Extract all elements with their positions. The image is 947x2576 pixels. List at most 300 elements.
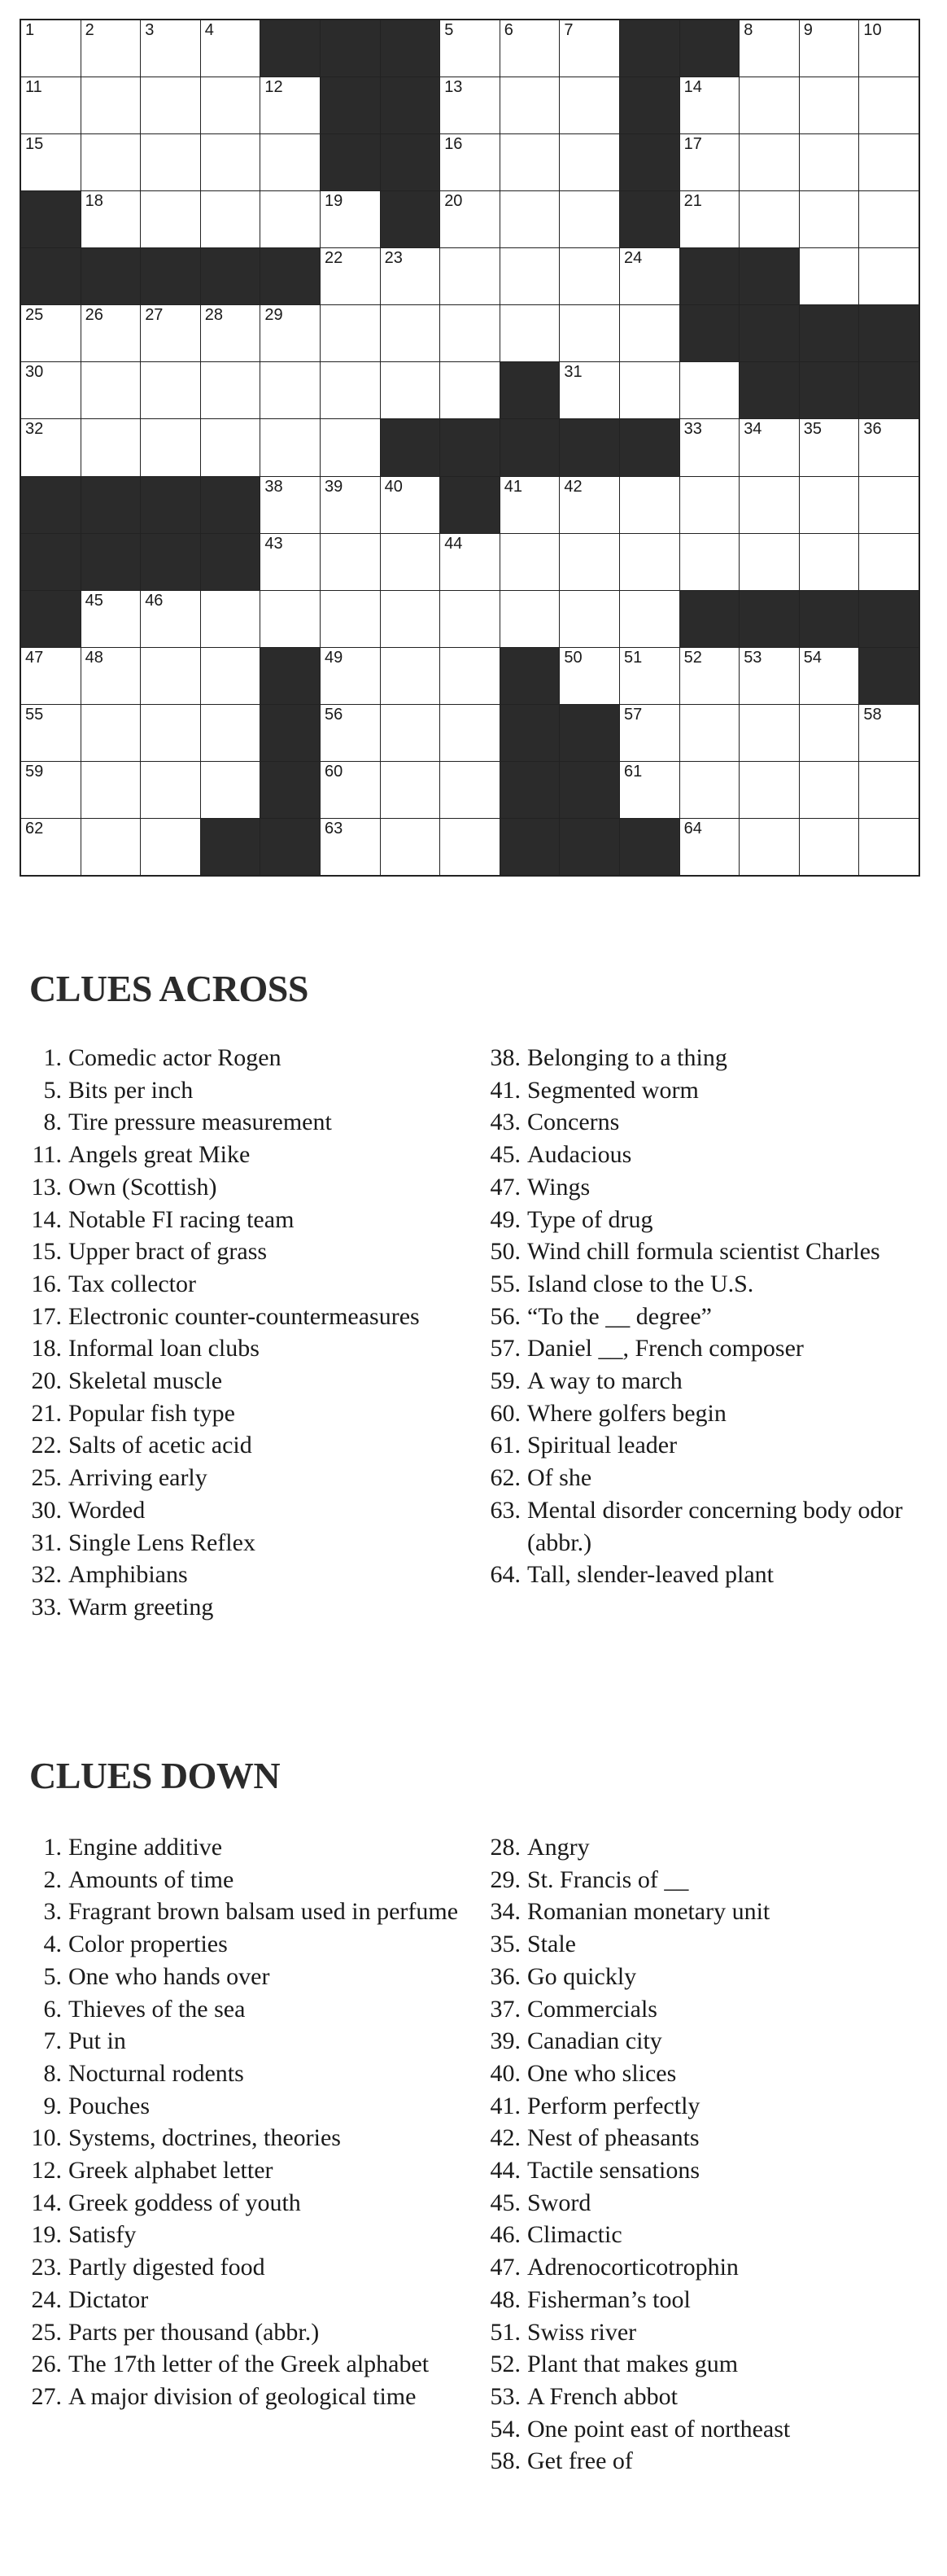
cell-number: 49 [324, 648, 343, 667]
cell-number: 61 [623, 762, 643, 781]
clue-text: Upper bract of grass [68, 1238, 268, 1266]
across-clue [29, 1268, 469, 1301]
cell-number: 5 [444, 21, 454, 39]
cell-number: 27 [145, 306, 164, 325]
grid-cell[interactable] [800, 762, 859, 818]
across-clue [488, 1204, 927, 1236]
cell-number: 33 [683, 420, 702, 439]
grid-cell[interactable] [81, 77, 141, 133]
grid-cell[interactable] [201, 762, 260, 818]
grid-cell[interactable] [560, 134, 619, 190]
grid-cell[interactable] [440, 77, 500, 133]
clue-number: 47. [490, 2254, 521, 2281]
cell-number: 25 [25, 306, 44, 325]
black-square [620, 419, 679, 475]
grid-cell[interactable] [740, 20, 799, 77]
cell-number: 35 [803, 420, 823, 439]
clue-text: Parts per thousand (abbr.) [68, 2318, 320, 2346]
clue-text: Engine additive [68, 1834, 223, 1861]
grid-cell[interactable] [440, 248, 500, 304]
black-square [680, 305, 740, 361]
black-square [201, 534, 260, 590]
grid-cell[interactable] [141, 705, 200, 761]
clue-number: 55. [490, 1270, 521, 1297]
grid-cell[interactable] [440, 534, 500, 590]
black-square [260, 762, 320, 818]
grid-cell[interactable] [859, 77, 919, 133]
grid-cell[interactable] [321, 419, 380, 475]
grid-cell[interactable] [740, 77, 799, 133]
grid-cell[interactable] [859, 20, 919, 77]
down-heading: CLUES DOWN [29, 1755, 281, 1796]
across-clue [29, 1139, 469, 1171]
grid-cell[interactable] [141, 591, 200, 647]
grid-cell[interactable] [321, 648, 380, 704]
grid-cell[interactable] [381, 705, 440, 761]
grid-cell[interactable] [440, 762, 500, 818]
across-clue [29, 1171, 469, 1204]
black-square [260, 20, 320, 77]
grid-cell[interactable] [859, 477, 919, 533]
grid-cell[interactable] [680, 705, 740, 761]
clue-number: 36. [490, 1962, 521, 1990]
clue-number: 62. [490, 1464, 521, 1492]
black-square [201, 477, 260, 533]
grid-cell[interactable] [381, 248, 440, 304]
grid-cell[interactable] [859, 248, 919, 304]
clue-text: Color properties [68, 1931, 228, 1958]
grid-cell[interactable] [321, 762, 380, 818]
grid-cell[interactable] [740, 134, 799, 190]
grid-cell[interactable] [260, 77, 320, 133]
across-clue [488, 1494, 927, 1559]
grid-cell[interactable] [800, 419, 859, 475]
grid-cell[interactable] [141, 134, 200, 190]
down-clue [29, 1864, 469, 1896]
across-clue [488, 1429, 927, 1462]
clue-text: Thieves of the sea [68, 1995, 246, 2023]
grid-cell[interactable] [21, 419, 81, 475]
grid-cell[interactable] [500, 477, 560, 533]
grid-cell[interactable] [321, 248, 380, 304]
clue-text: Stale [527, 1931, 576, 1958]
clue-number: 5. [43, 1962, 62, 1990]
clue-number: 37. [490, 1995, 521, 2023]
grid-cell[interactable] [500, 305, 560, 361]
down-clue [488, 2122, 927, 2154]
clue-text: Audacious [527, 1141, 632, 1169]
grid-cell[interactable] [321, 534, 380, 590]
clue-number: 3. [43, 1898, 62, 1926]
black-square [260, 248, 320, 304]
black-square [500, 419, 560, 475]
cell-number: 58 [863, 705, 882, 724]
grid-cell[interactable] [440, 648, 500, 704]
cell-number: 44 [444, 534, 463, 553]
grid-cell[interactable] [800, 134, 859, 190]
grid-cell[interactable] [740, 419, 799, 475]
cell-number: 43 [264, 534, 283, 553]
grid-cell[interactable] [859, 419, 919, 475]
clue-text: Amounts of time [68, 1865, 234, 1893]
grid-cell[interactable] [560, 20, 619, 77]
grid-cell[interactable] [620, 705, 679, 761]
grid-cell[interactable] [859, 819, 919, 875]
grid-cell[interactable] [260, 591, 320, 647]
grid-cell[interactable] [800, 705, 859, 761]
cell-number: 20 [444, 192, 463, 211]
grid-cell[interactable] [81, 362, 141, 418]
grid-cell[interactable] [859, 534, 919, 590]
clue-text: Warm greeting [68, 1593, 214, 1620]
grid-cell[interactable] [680, 362, 740, 418]
grid-cell[interactable] [859, 762, 919, 818]
black-square [620, 819, 679, 875]
grid-cell[interactable] [440, 705, 500, 761]
grid-cell[interactable] [260, 134, 320, 190]
black-square [560, 419, 619, 475]
grid-cell[interactable] [321, 705, 380, 761]
grid-cell[interactable] [381, 305, 440, 361]
across-clue [29, 1332, 469, 1365]
down-clue [29, 2187, 469, 2220]
grid-cell[interactable] [680, 419, 740, 475]
grid-cell[interactable] [260, 305, 320, 361]
cell-number: 32 [25, 420, 44, 439]
grid-cell[interactable] [560, 362, 619, 418]
grid-cell[interactable] [560, 77, 619, 133]
black-square [800, 591, 859, 647]
across-clue [488, 1332, 927, 1365]
clue-number: 35. [490, 1931, 521, 1958]
grid-cell[interactable] [381, 534, 440, 590]
clue-text: Climactic [527, 2221, 622, 2249]
grid-cell[interactable] [620, 534, 679, 590]
grid-cell[interactable] [740, 705, 799, 761]
clue-text: Mental disorder concerning body odor (abbr.) [527, 1496, 903, 1556]
clue-number: 42. [490, 2124, 521, 2152]
cell-number: 18 [85, 192, 103, 211]
grid-cell[interactable] [81, 20, 141, 77]
clue-number: 39. [490, 2027, 521, 2055]
grid-cell[interactable] [740, 648, 799, 704]
grid-cell[interactable] [800, 248, 859, 304]
grid-cell[interactable] [260, 477, 320, 533]
grid-cell[interactable] [201, 591, 260, 647]
grid-cell[interactable] [800, 191, 859, 247]
grid-cell[interactable] [260, 534, 320, 590]
crossword-grid [20, 19, 920, 877]
grid-cell[interactable] [740, 819, 799, 875]
down-clues-col2 [488, 1831, 927, 2478]
grid-cell[interactable] [21, 134, 81, 190]
clue-text: Sword [527, 2189, 591, 2216]
cell-number: 21 [683, 192, 702, 211]
grid-cell[interactable] [81, 134, 141, 190]
clue-text: Arriving early [68, 1464, 207, 1492]
cell-number: 23 [384, 249, 403, 268]
clue-number: 54. [490, 2415, 521, 2443]
grid-cell[interactable] [800, 77, 859, 133]
cell-number: 29 [264, 306, 283, 325]
grid-cell[interactable] [440, 362, 500, 418]
clue-number: 13. [31, 1173, 62, 1201]
clue-number: 21. [31, 1399, 62, 1427]
down-clue [29, 1993, 469, 2026]
grid-cell[interactable] [81, 705, 141, 761]
grid-cell[interactable] [141, 819, 200, 875]
grid-cell[interactable] [141, 77, 200, 133]
grid-cell[interactable] [201, 77, 260, 133]
clue-text: Fisherman’s tool [527, 2285, 691, 2313]
black-square [201, 819, 260, 875]
grid-cell[interactable] [21, 648, 81, 704]
clue-text: Electronic counter-countermeasures [68, 1302, 420, 1330]
grid-cell[interactable] [560, 248, 619, 304]
clue-text: Satisfy [68, 2221, 137, 2249]
cell-number: 2 [85, 21, 94, 39]
clue-number: 49. [490, 1205, 521, 1233]
clue-text: Single Lens Reflex [68, 1529, 255, 1556]
grid-cell[interactable] [260, 362, 320, 418]
grid-cell[interactable] [260, 419, 320, 475]
down-clue [488, 2025, 927, 2058]
grid-cell[interactable] [321, 305, 380, 361]
grid-cell[interactable] [560, 591, 619, 647]
grid-cell[interactable] [800, 534, 859, 590]
grid-cell[interactable] [440, 134, 500, 190]
grid-cell[interactable] [321, 477, 380, 533]
cell-number: 17 [683, 135, 702, 154]
black-square [141, 477, 200, 533]
across-heading: CLUES ACROSS [29, 968, 308, 1009]
cell-number: 13 [444, 78, 463, 97]
grid-cell[interactable] [560, 191, 619, 247]
grid-cell[interactable] [321, 819, 380, 875]
grid-cell[interactable] [321, 591, 380, 647]
clue-number: 44. [490, 2157, 521, 2185]
grid-cell[interactable] [800, 20, 859, 77]
grid-cell[interactable] [141, 419, 200, 475]
down-clue [29, 2381, 469, 2413]
clue-text: Put in [68, 2027, 126, 2055]
grid-cell[interactable] [440, 819, 500, 875]
grid-cell[interactable] [440, 191, 500, 247]
grid-cell[interactable] [620, 591, 679, 647]
grid-cell[interactable] [381, 648, 440, 704]
clue-number: 45. [490, 1141, 521, 1169]
clue-text: St. Francis of __ [527, 1865, 689, 1893]
grid-cell[interactable] [201, 20, 260, 77]
grid-cell[interactable] [321, 362, 380, 418]
grid-cell[interactable] [81, 819, 141, 875]
down-clue [29, 2251, 469, 2284]
clue-number: 51. [490, 2318, 521, 2346]
clue-number: 9. [43, 2092, 62, 2119]
clue-number: 8. [43, 1109, 62, 1136]
clue-text: Spiritual leader [527, 1432, 678, 1459]
clue-text: Popular fish type [68, 1399, 235, 1427]
grid-cell[interactable] [500, 591, 560, 647]
grid-cell[interactable] [141, 648, 200, 704]
grid-cell[interactable] [620, 648, 679, 704]
grid-cell[interactable] [141, 20, 200, 77]
black-square [81, 248, 141, 304]
grid-cell[interactable] [800, 648, 859, 704]
black-square [141, 248, 200, 304]
grid-cell[interactable] [81, 305, 141, 361]
black-square [81, 477, 141, 533]
grid-cell[interactable] [260, 191, 320, 247]
cell-number: 12 [264, 78, 283, 97]
grid-cell[interactable] [680, 191, 740, 247]
black-square [620, 191, 679, 247]
clue-text: Belonging to a thing [527, 1044, 727, 1071]
cell-number: 30 [25, 363, 44, 382]
clue-text: Partly digested food [68, 2254, 265, 2281]
grid-cell[interactable] [680, 648, 740, 704]
down-clue [29, 1928, 469, 1961]
across-clue [29, 1429, 469, 1462]
grid-cell[interactable] [440, 20, 500, 77]
clue-number: 43. [490, 1109, 521, 1136]
across-clue [29, 1301, 469, 1333]
across-clue [29, 1591, 469, 1624]
black-square [260, 705, 320, 761]
grid-cell[interactable] [141, 362, 200, 418]
grid-cell[interactable] [740, 762, 799, 818]
grid-cell[interactable] [201, 134, 260, 190]
grid-cell[interactable] [859, 191, 919, 247]
clue-number: 58. [490, 2447, 521, 2475]
black-square [740, 305, 799, 361]
clue-number: 29. [490, 1865, 521, 1893]
black-square [680, 20, 740, 77]
grid-cell[interactable] [201, 191, 260, 247]
grid-cell[interactable] [201, 305, 260, 361]
grid-cell[interactable] [680, 134, 740, 190]
grid-cell[interactable] [381, 591, 440, 647]
black-square [440, 419, 500, 475]
clue-text: Of she [527, 1464, 592, 1492]
grid-cell[interactable] [201, 648, 260, 704]
grid-cell[interactable] [620, 477, 679, 533]
black-square [620, 20, 679, 77]
cell-number: 56 [324, 705, 343, 724]
grid-cell[interactable] [680, 534, 740, 590]
black-square [141, 534, 200, 590]
grid-cell[interactable] [620, 762, 679, 818]
clue-number: 6. [43, 1995, 62, 2023]
grid-cell[interactable] [680, 77, 740, 133]
cell-number: 48 [85, 648, 103, 667]
grid-cell[interactable] [21, 77, 81, 133]
grid-cell[interactable] [21, 20, 81, 77]
clue-text: Dictator [68, 2285, 149, 2313]
grid-cell[interactable] [141, 191, 200, 247]
grid-cell[interactable] [740, 534, 799, 590]
grid-cell[interactable] [201, 419, 260, 475]
clue-text: Own (Scottish) [68, 1173, 217, 1201]
grid-cell[interactable] [81, 762, 141, 818]
grid-cell[interactable] [560, 477, 619, 533]
grid-cell[interactable] [500, 134, 560, 190]
clue-number: 52. [490, 2351, 521, 2378]
grid-cell[interactable] [560, 305, 619, 361]
grid-cell[interactable] [740, 477, 799, 533]
grid-cell[interactable] [500, 20, 560, 77]
grid-cell[interactable] [620, 305, 679, 361]
grid-cell[interactable] [620, 248, 679, 304]
grid-cell[interactable] [141, 762, 200, 818]
grid-cell[interactable] [500, 191, 560, 247]
black-square [800, 362, 859, 418]
grid-cell[interactable] [680, 819, 740, 875]
grid-cell[interactable] [620, 362, 679, 418]
grid-cell[interactable] [560, 648, 619, 704]
clue-text: Greek goddess of youth [68, 2189, 301, 2216]
clue-number: 2. [43, 1865, 62, 1893]
grid-cell[interactable] [21, 362, 81, 418]
grid-cell[interactable] [680, 762, 740, 818]
cell-number: 26 [85, 306, 103, 325]
grid-cell[interactable] [21, 762, 81, 818]
down-clue [488, 2251, 927, 2284]
grid-cell[interactable] [680, 477, 740, 533]
grid-cell[interactable] [800, 819, 859, 875]
clue-number: 24. [31, 2285, 62, 2313]
grid-cell[interactable] [500, 248, 560, 304]
clue-text: Get free of [527, 2447, 633, 2475]
grid-cell[interactable] [81, 419, 141, 475]
clue-number: 8. [43, 2059, 62, 2087]
grid-cell[interactable] [560, 534, 619, 590]
grid-cell[interactable] [381, 362, 440, 418]
grid-cell[interactable] [21, 819, 81, 875]
grid-cell[interactable] [740, 191, 799, 247]
grid-cell[interactable] [440, 591, 500, 647]
cell-number: 55 [25, 705, 44, 724]
grid-cell[interactable] [500, 77, 560, 133]
grid-cell[interactable] [81, 191, 141, 247]
grid-cell[interactable] [81, 591, 141, 647]
grid-cell[interactable] [859, 705, 919, 761]
down-clue [29, 2219, 469, 2251]
grid-cell[interactable] [201, 705, 260, 761]
grid-cell[interactable] [21, 305, 81, 361]
grid-cell[interactable] [141, 305, 200, 361]
grid-cell[interactable] [381, 819, 440, 875]
grid-cell[interactable] [800, 477, 859, 533]
grid-cell[interactable] [21, 705, 81, 761]
grid-cell[interactable] [381, 477, 440, 533]
cell-number: 4 [204, 21, 214, 39]
black-square [381, 77, 440, 133]
clue-number: 57. [490, 1335, 521, 1362]
clue-text: Pouches [68, 2092, 150, 2119]
black-square [560, 762, 619, 818]
grid-cell[interactable] [859, 134, 919, 190]
cell-number: 1 [25, 21, 35, 39]
across-clue [488, 1365, 927, 1397]
grid-cell[interactable] [381, 762, 440, 818]
grid-cell[interactable] [201, 362, 260, 418]
grid-cell[interactable] [500, 534, 560, 590]
grid-cell[interactable] [321, 191, 380, 247]
black-square [620, 134, 679, 190]
grid-cell[interactable] [81, 648, 141, 704]
grid-cell[interactable] [440, 305, 500, 361]
